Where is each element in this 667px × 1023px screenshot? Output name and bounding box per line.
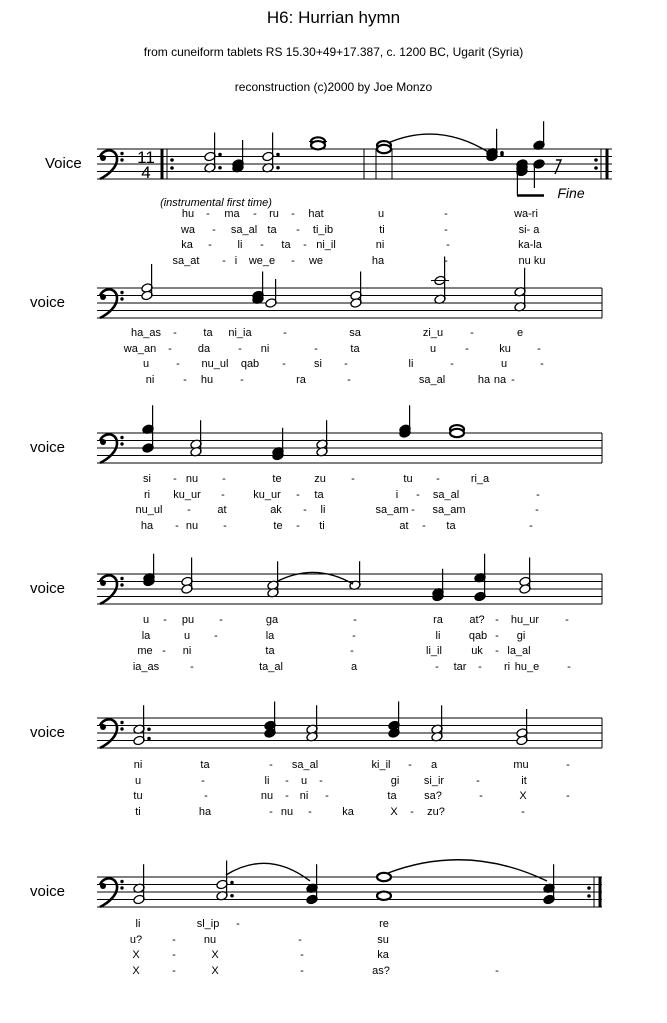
lyric-hyphen: - [222, 254, 226, 267]
bass-clef-dot [120, 297, 123, 300]
lyric-syllable: u [142, 614, 150, 626]
lyric-syllable: ak [270, 504, 282, 516]
augmentation-dot [276, 153, 280, 157]
lyric-syllable: li [435, 629, 441, 642]
lyric-syllable: ni_il [316, 239, 336, 251]
lyric-syllable: nu [260, 790, 274, 802]
score-credit: reconstruction (c)2000 by Joe Monzo [234, 80, 433, 94]
lyric-hyphen: - [495, 964, 499, 977]
staff-label: voice [30, 439, 66, 456]
lyric-syllable: sa_al [432, 488, 460, 501]
lyric-syllable: ta [350, 342, 360, 355]
lyric-syllable: li [237, 239, 243, 251]
lyric-syllable: pu [181, 614, 195, 626]
lyric-syllable: li [135, 918, 141, 930]
lyric-syllable: ka [342, 805, 354, 818]
lyric-syllable: na [493, 373, 507, 386]
lyric-syllable: hu [181, 208, 195, 220]
score-subtitle: from cuneiform tablets RS 15.30+49+17.387, c. 1200 BC, Ugarit (Syria) [143, 45, 524, 59]
lyric-syllable: wa [180, 223, 196, 236]
lyric-hyphen: - [206, 208, 210, 220]
lyric-syllable: nu ku [518, 254, 546, 267]
lyric-syllable: we [308, 254, 324, 267]
lyric-syllable: u [429, 342, 437, 355]
lyric-syllable: u [500, 358, 508, 370]
lyric-hyphen: - [529, 519, 533, 532]
lyric-syllable: ha [140, 519, 154, 532]
lyric-hyphen: - [446, 239, 450, 251]
lyric-hyphen: - [436, 473, 440, 485]
augmentation-dot [230, 894, 234, 898]
lyric-syllable: sa_al [418, 373, 446, 386]
lyric-syllable: sl_ip [196, 918, 220, 930]
lyric-syllable: si_ir [423, 774, 445, 787]
augmentation-dot [587, 894, 591, 898]
lyric-hyphen: - [495, 629, 499, 642]
lyric-syllable: at? [469, 614, 485, 626]
lyric-syllable: re [379, 918, 389, 930]
notes-system-1 [160, 121, 585, 209]
lyric-syllable: ni [260, 342, 270, 355]
lyric-hyphen: - [444, 254, 448, 267]
lyric-hyphen: - [168, 342, 172, 355]
lyric-hyphen: - [537, 342, 541, 355]
lyric-hyphen: - [511, 373, 515, 386]
lyric-syllable: ha [477, 373, 491, 386]
lyric-syllable: wa_an [123, 342, 157, 355]
lyric-hyphen: - [495, 614, 499, 626]
lyric-syllable: ka [377, 949, 389, 961]
lyric-hyphen: - [183, 373, 187, 386]
lyric-syllable: ti [319, 519, 325, 532]
lyric-syllable: ia_as [132, 660, 160, 673]
score-title: H6: Hurrian hymn [266, 8, 401, 27]
lyric-syllable: u [134, 774, 142, 787]
lyric-syllable: gi [390, 774, 400, 787]
lyric-syllable: mu [513, 759, 529, 771]
lyric-syllable: hu [200, 373, 214, 386]
lyric-syllable: ta [267, 223, 277, 236]
lyric-syllable: ku_ur [253, 488, 281, 501]
lyric-syllable: ta [446, 519, 456, 532]
lyric-syllable: u [142, 358, 150, 370]
lyric-hyphen: - [479, 790, 483, 802]
lyric-hyphen: - [172, 933, 176, 946]
lyric-syllable: X [211, 964, 219, 977]
lyric-syllable: ti [379, 223, 385, 236]
lyric-syllable: li [408, 358, 414, 370]
lyric-syllable: li [320, 504, 326, 516]
lyric-syllable: as? [372, 964, 390, 977]
lyric-syllable: zu [314, 473, 326, 485]
lyric-syllable: si [314, 358, 322, 370]
lyric-syllable: ra [433, 614, 443, 626]
augmentation-dot [594, 158, 598, 162]
lyric-syllable: ni_ia [228, 327, 252, 339]
bass-clef-dot [120, 583, 123, 586]
lyric-syllable: sa_al [230, 223, 258, 236]
lyric-syllable: ta [387, 790, 397, 802]
lyric-hyphen: - [296, 488, 300, 501]
lyric-syllable: la [265, 629, 275, 642]
lyric-syllable: u [377, 208, 385, 220]
bass-clef-dot [120, 577, 123, 580]
lyric-hyphen: - [470, 327, 474, 339]
bass-clef [100, 575, 117, 604]
lyric-hyphen: - [214, 629, 218, 642]
lyric-syllable: ga [265, 614, 279, 626]
lyric-syllable: sa_am [375, 504, 409, 516]
lyric-hyphen: - [296, 223, 300, 236]
lyric-hyphen: - [175, 519, 179, 532]
lyric-syllable: X [390, 805, 398, 818]
lyric-syllable: ha [371, 254, 385, 267]
lyric-syllable: sa? [424, 790, 442, 802]
lyric-syllable: ri [143, 488, 151, 501]
notes-system-5 [133, 702, 528, 746]
lyric-syllable: te [272, 473, 282, 485]
lyric-syllable: su [377, 933, 389, 946]
bass-clef-dot [120, 158, 123, 161]
lyric-syllable: X [132, 964, 140, 977]
lyric-hyphen: - [285, 774, 289, 787]
lyric-hyphen: - [173, 473, 177, 485]
lyric-syllable: ta [281, 239, 291, 251]
lyric-hyphen: - [450, 358, 454, 370]
augmentation-dot [587, 886, 591, 890]
lyric-syllable: si- a [518, 223, 540, 236]
lyric-syllable: me [137, 645, 153, 657]
time-signature-top: 11 [137, 148, 155, 167]
lyric-syllable: ra [296, 373, 306, 386]
lyric-syllable: te [273, 519, 283, 532]
lyric-hyphen: - [291, 254, 295, 267]
fine-marking: Fine [557, 185, 585, 201]
staff-label: voice [30, 580, 66, 597]
lyric-hyphen: - [319, 774, 323, 787]
staff-label: voice [30, 883, 66, 900]
time-signature-bottom: 4 [141, 163, 151, 182]
bass-clef [100, 878, 117, 907]
lyric-syllable: ma [224, 208, 240, 220]
lyric-syllable: da [197, 342, 211, 355]
lyric-hyphen: - [236, 918, 240, 930]
lyric-syllable: ti_ib [312, 223, 334, 236]
lyric-syllable: ta [265, 645, 275, 657]
staff-system [97, 433, 602, 463]
lyric-syllable: ri [503, 660, 511, 673]
lyric-hyphen: - [253, 208, 257, 220]
lyric-hyphen: - [536, 488, 540, 501]
lyric-hyphen: - [298, 933, 302, 946]
lyric-hyphen: - [444, 208, 448, 220]
lyric-syllable: sa_al [291, 759, 319, 771]
lyric-syllable: nu [185, 519, 199, 532]
lyric-hyphen: - [223, 519, 227, 532]
lyric-hyphen: - [172, 949, 176, 961]
lyric-syllable: gi [516, 629, 526, 642]
lyric-hyphen: - [344, 358, 348, 370]
lyric-hyphen: - [176, 358, 180, 370]
lyric-syllable: nu [185, 473, 199, 485]
lyric-syllable: a [350, 660, 358, 673]
lyric-hyphen: - [300, 949, 304, 961]
whole-note [377, 145, 391, 153]
bass-clef-dot [120, 886, 123, 889]
augmentation-dot [147, 737, 151, 741]
lyric-syllable: we_e [248, 254, 276, 267]
bass-clef-dot [120, 436, 123, 439]
lyric-syllable: hu_ur [510, 614, 540, 626]
bass-clef-dot [100, 155, 106, 161]
lyric-syllable: ru [269, 208, 279, 220]
lyric-syllable: si [143, 473, 151, 485]
lyric-syllable: ki_il [371, 759, 391, 771]
lyric-hyphen: - [566, 759, 570, 771]
lyric-hyphen: - [521, 805, 525, 818]
whole-note [450, 429, 464, 437]
lyric-hyphen: - [435, 660, 439, 673]
lyric-hyphen: - [465, 342, 469, 355]
lyric-hyphen: - [308, 805, 312, 818]
lyric-syllable: ta_al [259, 660, 283, 673]
lyric-hyphen: - [222, 473, 226, 485]
lyric-hyphen: - [495, 645, 499, 657]
lyric-syllable: li_il [426, 645, 442, 657]
augmentation-dot [218, 166, 222, 170]
bass-clef-dot [120, 727, 123, 730]
notes-system-6 [133, 860, 555, 905]
lyric-hyphen: - [163, 614, 167, 626]
lyric-syllable: hat [308, 208, 324, 220]
lyric-hyphen: - [303, 504, 307, 516]
lyric-syllable: ni [375, 239, 385, 251]
lyric-hyphen: - [410, 805, 414, 818]
lyric-hyphen: - [300, 964, 304, 977]
lyric-hyphen: - [221, 488, 225, 501]
lyric-syllable: u [183, 629, 191, 642]
bass-clef-dot [100, 439, 106, 445]
lyric-hyphen: - [565, 614, 569, 626]
bass-clef-dot [100, 724, 106, 730]
lyric-hyphen: - [347, 373, 351, 386]
lyric-hyphen: - [351, 473, 355, 485]
bass-clef-dot [100, 883, 106, 889]
lyric-syllable: nu [203, 933, 217, 946]
staff-label: voice [30, 724, 66, 741]
lyric-hyphen: - [219, 614, 223, 626]
lyric-syllable: at [217, 504, 227, 516]
lyric-syllable: X [132, 949, 140, 961]
lyric-hyphen: - [566, 790, 570, 802]
lyric-syllable: wa-ri [514, 208, 538, 220]
lyric-hyphen: - [269, 805, 273, 818]
whole-note [377, 892, 391, 900]
lyric-hyphen: - [260, 239, 264, 251]
augmentation-dot [500, 153, 504, 157]
lyric-syllable: nu_ul [135, 504, 163, 516]
lyric-syllable: it [521, 774, 527, 787]
lyric-hyphen: - [350, 645, 354, 657]
lyric-syllable: ka-la [518, 239, 542, 251]
lyric-syllable: ni [133, 759, 143, 771]
lyric-syllable: ha [198, 805, 212, 818]
lyric-hyphen: - [269, 759, 273, 771]
bass-clef [100, 719, 117, 748]
lyric-syllable: zu? [427, 805, 445, 818]
lyric-hyphen: - [204, 790, 208, 802]
lyric-hyphen: - [190, 660, 194, 673]
lyric-hyphen: - [353, 614, 357, 626]
staff-system [97, 877, 602, 907]
lyric-syllable: ti [135, 805, 141, 818]
whole-note [377, 873, 391, 881]
lyric-syllable: X [211, 949, 219, 961]
slur [226, 863, 310, 881]
lyric-hyphen: - [567, 660, 571, 673]
lyric-syllable: i [395, 488, 399, 501]
bass-clef-dot [120, 880, 123, 883]
lyric-syllable: tu [133, 790, 143, 802]
lyric-syllable: hu_e [514, 660, 540, 673]
lyric-hyphen: - [352, 629, 356, 642]
lyric-syllable: sa_at [172, 254, 200, 267]
notes-system-4 [143, 554, 531, 602]
bass-clef [100, 289, 117, 318]
slur [388, 134, 490, 153]
lyric-hyphen: - [291, 208, 295, 220]
lyric-syllable: a [430, 759, 438, 771]
lyric-syllable: nu_ul [201, 358, 229, 370]
lyric-syllable: nu [280, 805, 294, 818]
lyric-syllable: u [300, 774, 308, 787]
staff-system [97, 288, 602, 318]
lyric-syllable: ni [299, 790, 309, 802]
augmentation-dot [594, 166, 598, 170]
augmentation-dot [170, 166, 174, 170]
lyric-syllable: tu [403, 473, 413, 485]
lyric-hyphen: - [296, 519, 300, 532]
lyric-syllable: ni [182, 645, 192, 657]
lyric-syllable: ta [200, 759, 210, 771]
lyric-syllable: la_al [507, 645, 531, 657]
lyric-hyphen: - [212, 223, 216, 236]
lyric-syllable: zi_u [422, 327, 444, 339]
bass-clef-dot [100, 580, 106, 586]
lyric-syllable: ta [314, 488, 324, 501]
instrumental-note: (instrumental first time) [160, 197, 272, 209]
lyric-hyphen: - [408, 759, 412, 771]
lyric-hyphen: - [172, 964, 176, 977]
bass-clef-dot [120, 721, 123, 724]
bass-clef-dot [120, 291, 123, 294]
lyric-hyphen: - [162, 645, 166, 657]
lyric-hyphen: - [416, 488, 420, 501]
lyric-syllable: qab [240, 358, 260, 370]
lyric-syllable: tar [453, 660, 467, 673]
lyric-syllable: at [399, 519, 409, 532]
staff-label: Voice [45, 155, 82, 172]
lyric-hyphen: - [314, 342, 318, 355]
lyric-syllable: u? [129, 933, 143, 946]
lyric-syllable: i [234, 254, 238, 267]
lyric-syllable: sa [349, 327, 361, 339]
bass-clef [100, 150, 117, 179]
lyric-hyphen: - [282, 358, 286, 370]
lyric-syllable: ku_ur [173, 488, 201, 501]
whole-note [311, 141, 325, 149]
lyric-syllable: sa_am [432, 504, 466, 516]
lyric-hyphen: - [540, 358, 544, 370]
bass-clef-dot [120, 442, 123, 445]
lyric-syllable: la [141, 629, 151, 642]
lyric-syllable: li [264, 774, 270, 787]
lyric-hyphen: - [422, 519, 426, 532]
augmentation-dot [170, 158, 174, 162]
lyric-hyphen: - [285, 790, 289, 802]
lyric-hyphen: - [478, 660, 482, 673]
lyric-syllable: qab [468, 629, 488, 642]
lyric-syllable: X [519, 790, 527, 802]
lyric-hyphen: - [325, 790, 329, 802]
lyric-hyphen: - [283, 327, 287, 339]
lyric-hyphen: - [173, 327, 177, 339]
augmentation-dot [276, 166, 280, 170]
lyric-hyphen: - [240, 373, 244, 386]
lyric-hyphen: - [411, 504, 415, 516]
augmentation-dot [218, 153, 222, 157]
lyric-syllable: ku [499, 342, 511, 355]
slur [388, 860, 547, 881]
augmentation-dot [147, 727, 151, 731]
lyric-syllable: uk [471, 645, 483, 657]
lyric-syllable: ka [181, 239, 193, 251]
lyric-syllable: ri_a [470, 473, 490, 485]
lyric-syllable: ta [203, 327, 213, 339]
lyric-hyphen: - [476, 774, 480, 787]
bass-clef-dot [120, 152, 123, 155]
bass-clef [100, 434, 117, 463]
staff-label: voice [30, 294, 66, 311]
lyric-syllable: e [516, 327, 524, 339]
lyric-syllable: ha_as [131, 327, 161, 339]
lyric-hyphen: - [303, 239, 307, 251]
lyric-hyphen: - [201, 774, 205, 787]
lyric-syllable: ni [145, 373, 155, 386]
lyric-hyphen: - [187, 504, 191, 516]
bass-clef-dot [100, 294, 106, 300]
lyric-hyphen: - [208, 239, 212, 251]
augmentation-dot [230, 881, 234, 885]
lyric-hyphen: - [535, 504, 539, 516]
lyric-hyphen: - [444, 223, 448, 236]
lyric-hyphen: - [238, 342, 242, 355]
